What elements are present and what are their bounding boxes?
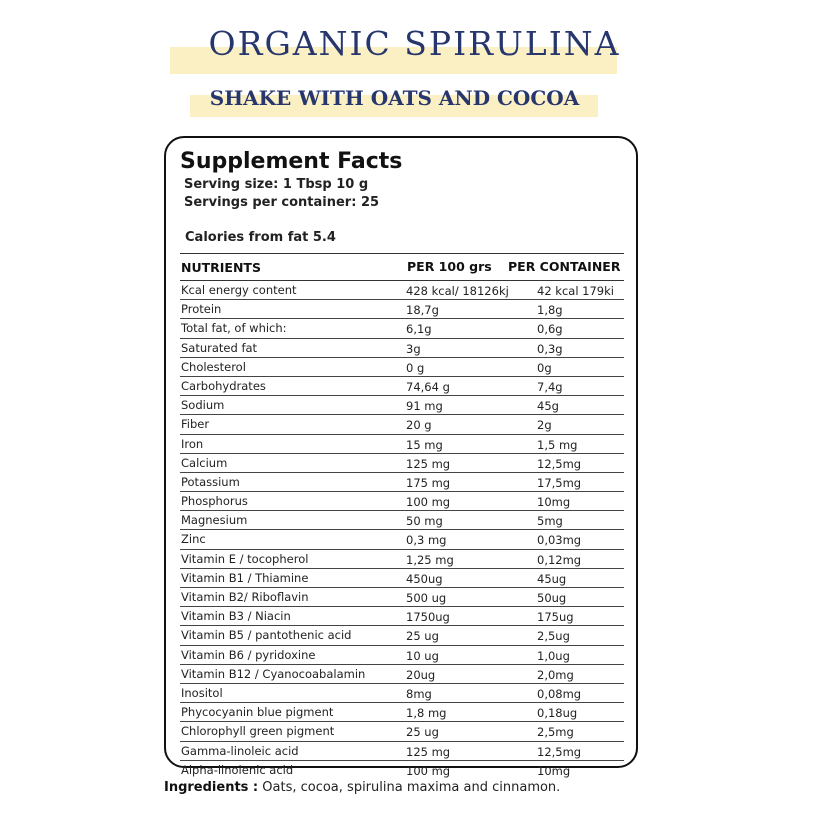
per-container-value: 0,03mg (537, 533, 582, 548)
serving-size: Serving size: 1 Tbsp 10 g (184, 177, 369, 192)
table-row (180, 300, 624, 319)
per-100-value: 50 mg (406, 514, 443, 529)
per-100-value: 1,25 mg (406, 552, 454, 567)
ingredients-label: Ingredients : (164, 780, 259, 795)
table-row (180, 396, 624, 415)
per-container-value: 5mg (537, 514, 563, 529)
nutrient-name: Vitamin B12 / Cyanocoabalamin (181, 666, 366, 681)
per-100-value: 25 ug (406, 629, 439, 644)
table-row (180, 358, 624, 377)
nutrient-name: Zinc (181, 532, 206, 547)
nutrient-name: Kcal energy content (181, 283, 297, 297)
product-title: ORGANIC SPIRULINA (208, 24, 621, 63)
per-container-value: 0,18ug (537, 706, 578, 721)
table-row (180, 492, 624, 511)
table-row (180, 281, 624, 300)
table-row (180, 530, 624, 549)
per-container-value: 10mg (537, 763, 571, 778)
per-100-value: 6,1g (406, 322, 432, 337)
nutrient-name: Fiber (181, 417, 210, 432)
per-100-value: 20 g (406, 418, 432, 433)
table-row (180, 339, 624, 358)
nutrient-name: Alpha-linolenic acid (181, 762, 294, 777)
per-container-value: 7,4g (537, 379, 563, 394)
table-row (180, 646, 624, 665)
table-row (180, 703, 624, 722)
nutrition-table (180, 253, 624, 779)
per-container-value: 0g (537, 360, 552, 375)
table-row (180, 742, 624, 761)
per-container-value: 0,08mg (537, 686, 582, 701)
ingredients-line (164, 780, 560, 795)
per-container-value: 42 kcal 179ki (537, 284, 614, 298)
table-row (180, 588, 624, 607)
per-100-value: 428 kcal/ 18126kj (406, 284, 509, 298)
per-container-value: 2g (537, 418, 552, 433)
table-row (180, 435, 624, 454)
product-subtitle: SHAKE WITH OATS AND COCOA (209, 86, 580, 110)
table-row (180, 511, 624, 530)
nutrient-name: Cholesterol (181, 359, 246, 374)
table-row (180, 626, 624, 645)
nutrient-name: Phosphorus (181, 494, 248, 509)
per-container-value: 2,5mg (537, 725, 574, 740)
per-100-value: 20ug (406, 667, 436, 682)
nutrient-name: Vitamin B3 / Niacin (181, 609, 291, 624)
per-100-value: 0 g (406, 360, 425, 375)
nutrient-name: Inositol (181, 685, 223, 700)
per-100-value: 8mg (406, 686, 432, 701)
per-container-value: 10mg (537, 495, 571, 510)
table-row (180, 665, 624, 684)
per-container-value: 2,5ug (537, 629, 570, 644)
header-per-100: PER 100 grs (407, 259, 492, 274)
per-100-value: 91 mg (406, 399, 443, 414)
table-row (180, 722, 624, 741)
nutrient-name: Saturated fat (181, 340, 258, 355)
table-row (180, 415, 624, 434)
per-100-value: 18,7g (406, 303, 439, 318)
nutrient-name: Vitamin B6 / pyridoxine (181, 647, 316, 662)
nutrient-name: Protein (181, 302, 222, 317)
per-100-value: 1,8 mg (406, 706, 447, 721)
nutrient-name: Magnesium (181, 513, 248, 528)
facts-title: Supplement Facts (180, 149, 403, 174)
per-100-value: 450ug (406, 571, 443, 586)
nutrient-name: Gamma-linoleic acid (181, 743, 299, 758)
per-100-value: 1750ug (406, 610, 450, 625)
nutrient-name: Carbohydrates (181, 378, 266, 393)
per-100-value: 500 ug (406, 591, 447, 605)
nutrient-name: Potassium (181, 474, 240, 489)
nutrient-name: Sodium (181, 398, 225, 413)
per-100-value: 10 ug (406, 648, 439, 663)
table-row (180, 607, 624, 626)
per-container-value: 45ug (537, 571, 567, 586)
table-row (180, 473, 624, 492)
per-container-value: 50ug (537, 591, 567, 605)
per-100-value: 175 mg (406, 475, 451, 490)
nutrient-name: Total fat, of which: (181, 321, 287, 336)
per-container-value: 1,8g (537, 303, 563, 318)
nutrient-name: Iron (181, 436, 204, 451)
table-row (180, 684, 624, 703)
per-container-value: 1,0ug (537, 648, 570, 663)
servings-per-container: Servings per container: 25 (184, 195, 380, 210)
nutrient-name: Vitamin B2/ Riboflavin (181, 590, 309, 604)
per-container-value: 2,0mg (537, 667, 574, 682)
per-container-value: 0,12mg (537, 552, 582, 567)
per-container-value: 0,3g (537, 341, 563, 356)
table-row (180, 550, 624, 569)
calories-from-fat: Calories from fat 5.4 (185, 230, 336, 245)
ingredients-text: Oats, cocoa, spirulina maxima and cinnamon. (258, 780, 561, 795)
per-container-value: 175ug (537, 610, 574, 625)
header-nutrients: NUTRIENTS (181, 260, 261, 275)
per-container-value: 0,6g (537, 322, 563, 337)
per-100-value: 100 mg (406, 495, 451, 510)
per-100-value: 125 mg (406, 744, 451, 759)
per-container-value: 17,5mg (537, 475, 582, 490)
nutrient-name: Phycocyanin blue pigment (181, 705, 334, 720)
table-row (180, 569, 624, 588)
per-container-value: 12,5mg (537, 456, 582, 471)
per-100-value: 15 mg (406, 437, 443, 452)
nutrient-name: Vitamin B5 / pantothenic acid (181, 628, 352, 643)
nutrient-name: Vitamin B1 / Thiamine (181, 570, 309, 585)
per-100-value: 100 mg (406, 763, 451, 778)
per-100-value: 74,64 g (406, 379, 450, 394)
per-100-value: 0,3 mg (406, 533, 447, 548)
per-100-value: 3g (406, 341, 421, 356)
per-container-value: 45g (537, 399, 559, 414)
table-header-row (180, 253, 624, 281)
per-container-value: 12,5mg (537, 744, 582, 759)
per-100-value: 125 mg (406, 456, 451, 471)
table-row (180, 454, 624, 473)
table-row (180, 377, 624, 396)
per-100-value: 25 ug (406, 725, 439, 740)
nutrient-name: Vitamin E / tocopherol (181, 551, 309, 566)
nutrient-name: Calcium (181, 455, 228, 470)
header-per-container: PER CONTAINER (508, 259, 621, 274)
table-row (180, 319, 624, 338)
per-container-value: 1,5 mg (537, 437, 578, 452)
nutrient-name: Chlorophyll green pigment (181, 724, 335, 739)
table-row (180, 761, 624, 779)
